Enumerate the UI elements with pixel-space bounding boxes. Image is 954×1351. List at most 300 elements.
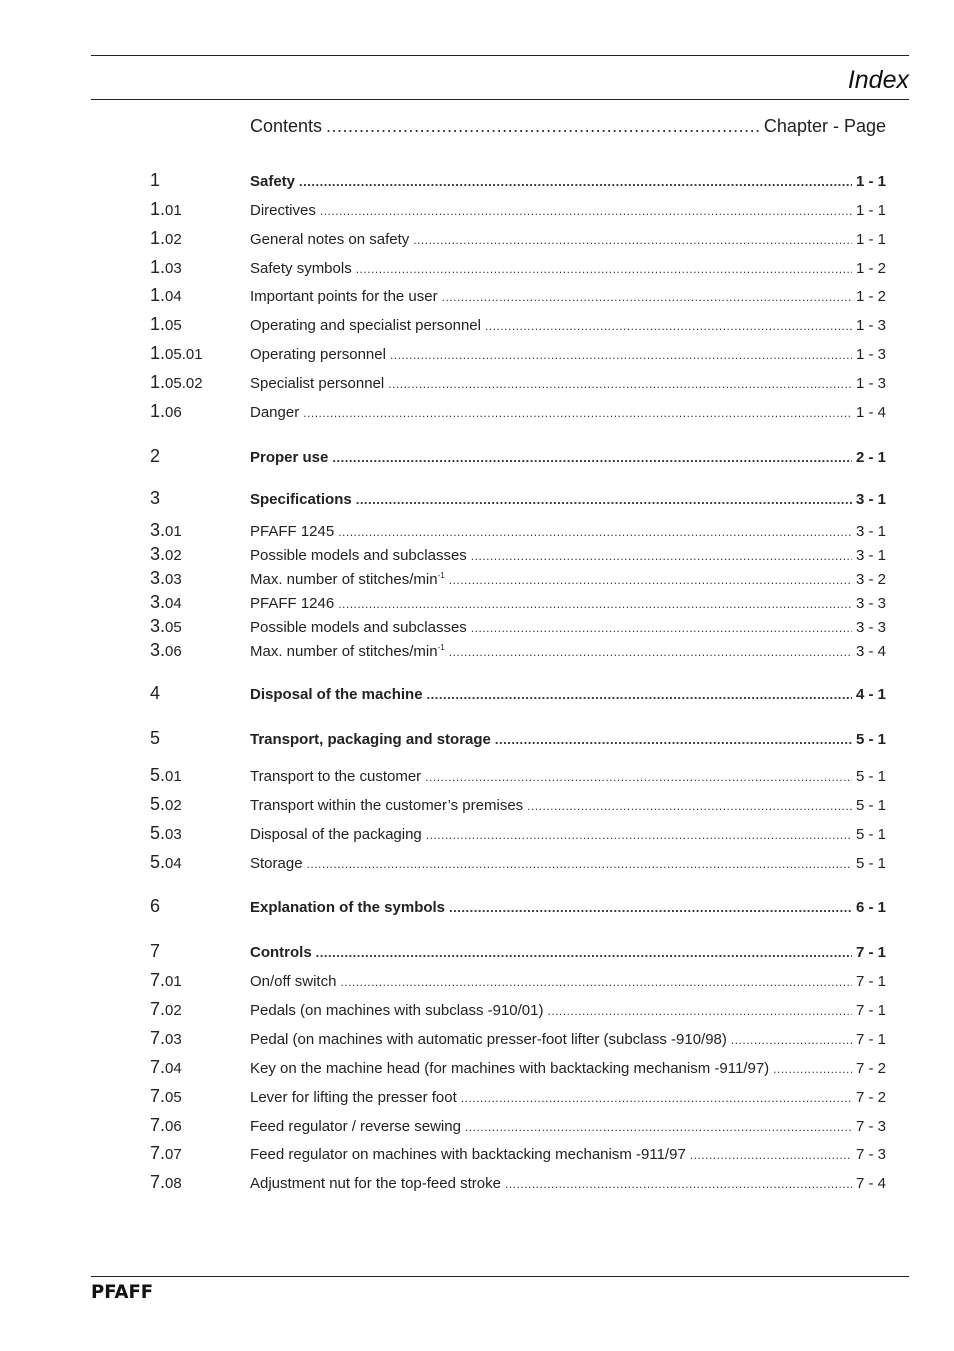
toc-entry	[250, 1118, 886, 1135]
toc-row[interactable]	[150, 257, 886, 278]
toc-title-text: Transport within the customer’s premises	[250, 797, 524, 814]
toc-title-superscript: -1	[437, 643, 445, 652]
toc-page-ref: 7 - 1	[855, 944, 886, 961]
toc-title-text: Proper use	[250, 449, 329, 466]
toc-number-main: 6	[150, 896, 161, 916]
toc-number	[150, 794, 250, 815]
toc-entry	[250, 523, 886, 540]
toc-title	[250, 523, 334, 540]
toc-page-ref: 5 - 1	[855, 826, 886, 843]
toc-number-main: 7	[150, 941, 161, 961]
toc-title-text: Operating personnel	[250, 346, 386, 363]
toc-number	[150, 1057, 250, 1078]
toc-title-text: Controls	[250, 944, 312, 961]
toc-page-ref: 1 - 3	[855, 317, 886, 334]
contents-header	[250, 116, 886, 137]
toc-title	[250, 768, 421, 785]
toc-entry	[250, 288, 886, 305]
toc-page-ref: 1 - 3	[855, 375, 886, 392]
toc-title	[250, 1089, 457, 1106]
leader-dots	[299, 173, 852, 190]
toc-number-main: 1	[150, 170, 161, 190]
toc-number-sub: 04	[165, 595, 182, 612]
toc-number-main: 7.	[150, 1172, 166, 1192]
pfaff-logo: PFAFF	[91, 1281, 154, 1303]
toc-page-ref: 6 - 1	[855, 899, 886, 916]
toc-number	[150, 285, 250, 306]
toc-title-text: PFAFF 1246	[250, 595, 335, 612]
toc-title-text: Max. number of stitches/min	[250, 571, 438, 588]
leader-dots	[413, 231, 852, 248]
toc-number-main: 5.	[150, 794, 166, 814]
toc-number	[150, 640, 250, 661]
toc-row[interactable]	[150, 1086, 886, 1107]
toc-number	[150, 199, 250, 220]
toc-number-sub: 01	[165, 202, 182, 219]
toc-page-ref: 7 - 2	[855, 1060, 886, 1077]
toc-page-ref: 3 - 1	[855, 523, 886, 540]
toc-row[interactable]	[150, 823, 886, 844]
toc-number-main: 3.	[150, 616, 166, 636]
toc-number-main: 7.	[150, 1057, 166, 1077]
toc-title	[250, 317, 481, 334]
toc-title-text: Max. number of stitches/min	[250, 643, 438, 660]
toc-number-main: 1.	[150, 314, 166, 334]
leader-dots	[690, 1146, 852, 1163]
toc-entry	[250, 1146, 886, 1163]
toc-title	[250, 547, 467, 564]
toc-number-main: 3.	[150, 568, 166, 588]
leader-dots	[390, 346, 852, 363]
toc-entry	[250, 797, 886, 814]
toc-chapter-row[interactable]	[150, 941, 886, 962]
toc-number-main: 1.	[150, 372, 166, 392]
toc-page-ref: 2 - 1	[855, 449, 886, 466]
leader-dots	[326, 116, 760, 137]
toc-title	[250, 571, 445, 588]
toc-title	[250, 1060, 769, 1077]
toc-title-text: Key on the machine head (for machines with backtacking mechanism -911/97)	[250, 1060, 770, 1077]
toc-row[interactable]	[150, 852, 886, 873]
toc-title	[250, 944, 312, 961]
toc-title	[250, 375, 384, 392]
leader-dots	[303, 404, 852, 421]
toc-row[interactable]	[150, 616, 886, 637]
toc-number	[150, 372, 250, 393]
toc-entry	[250, 260, 886, 277]
toc-page-ref: 7 - 1	[855, 1031, 886, 1048]
toc-title-text: Pedals (on machines with subclass -910/01)	[250, 1002, 544, 1019]
footer-divider	[91, 1276, 909, 1277]
toc-page-ref: 7 - 3	[855, 1118, 886, 1135]
toc-entry	[250, 899, 886, 916]
toc-number	[150, 941, 250, 962]
toc-entry	[250, 973, 886, 990]
toc-title	[250, 855, 303, 872]
toc-number-sub: 01	[165, 523, 182, 540]
toc-number-sub: 04	[165, 288, 182, 305]
toc-title-text: Disposal of the packaging	[250, 826, 422, 843]
toc-row[interactable]	[150, 1115, 886, 1136]
toc-number-main: 1.	[150, 401, 166, 421]
toc-page-ref: 7 - 1	[855, 973, 886, 990]
toc-entry	[250, 375, 886, 392]
toc-title	[250, 595, 334, 612]
toc-number-main: 7.	[150, 1115, 166, 1135]
toc-number-main: 3	[150, 488, 161, 508]
chapter-page-label: Chapter - Page	[763, 116, 886, 136]
leader-dots	[461, 1089, 852, 1106]
toc-number-main: 1.	[150, 343, 166, 363]
toc-number-main: 7.	[150, 999, 166, 1019]
toc-number-sub: 02	[165, 547, 182, 564]
leader-dots	[388, 375, 852, 392]
leader-dots	[485, 317, 852, 334]
toc-number-main: 7.	[150, 1143, 166, 1163]
toc-number-sub: 06	[165, 643, 182, 660]
toc-row[interactable]	[150, 1172, 886, 1193]
toc-entry	[250, 944, 886, 961]
leader-dots	[307, 855, 852, 872]
toc-title-text: Possible models and subclasses	[250, 547, 467, 564]
toc-number-sub: 08	[165, 1175, 182, 1192]
toc-number	[150, 314, 250, 335]
leader-dots	[427, 686, 852, 703]
toc-page-ref: 1 - 2	[855, 288, 886, 305]
toc-row[interactable]	[150, 640, 886, 661]
toc-entry	[250, 491, 886, 508]
toc-title-text: Safety symbols	[250, 260, 352, 277]
page-title: Index	[847, 66, 909, 94]
toc-title-text: Storage	[250, 855, 303, 872]
toc-number-main: 1.	[150, 228, 166, 248]
toc-title	[250, 643, 445, 660]
toc-entry	[250, 404, 886, 421]
leader-dots	[442, 288, 852, 305]
leader-dots	[338, 595, 852, 612]
leader-dots	[449, 571, 852, 588]
toc-number	[150, 823, 250, 844]
toc-number	[150, 728, 250, 749]
leader-dots	[316, 944, 852, 961]
toc-number-sub: 04	[165, 855, 182, 872]
toc-row[interactable]	[150, 199, 886, 220]
top-divider	[91, 55, 909, 56]
leader-dots	[465, 1118, 852, 1135]
toc-page-ref: 3 - 3	[855, 595, 886, 612]
toc-number-sub: 02	[165, 1002, 182, 1019]
toc-page-ref: 3 - 1	[855, 491, 886, 508]
toc-page-ref: 4 - 1	[855, 686, 886, 703]
toc-number-main: 3.	[150, 544, 166, 564]
leader-dots	[425, 768, 852, 785]
toc-row[interactable]	[150, 592, 886, 613]
toc-title-text: Operating and specialist personnel	[250, 317, 481, 334]
toc-row[interactable]	[150, 520, 886, 541]
toc-row[interactable]	[150, 1143, 886, 1164]
toc-number	[150, 446, 250, 467]
toc-number-main: 5.	[150, 765, 166, 785]
toc-page-ref: 5 - 1	[855, 855, 886, 872]
toc-number	[150, 1143, 250, 1164]
leader-dots	[505, 1175, 852, 1192]
toc-title-text: Disposal of the machine	[250, 686, 423, 703]
toc-number	[150, 488, 250, 509]
toc-title	[250, 899, 445, 916]
toc-number-main: 4	[150, 683, 161, 703]
toc-number	[150, 544, 250, 565]
toc-page-ref: 7 - 1	[855, 1002, 886, 1019]
toc-number-sub: 01	[165, 768, 182, 785]
toc-entry	[250, 571, 886, 588]
toc-row[interactable]	[150, 765, 886, 786]
title-divider	[91, 99, 909, 100]
toc-entry	[250, 1031, 886, 1048]
toc-page-ref: 3 - 3	[855, 619, 886, 636]
toc-number-main: 5	[150, 728, 161, 748]
toc-title	[250, 826, 422, 843]
leader-dots	[527, 797, 852, 814]
toc-entry	[250, 826, 886, 843]
toc-title	[250, 1031, 727, 1048]
leader-dots	[773, 1060, 852, 1077]
toc-number-main: 7.	[150, 1086, 166, 1106]
toc-number-main: 5.	[150, 823, 166, 843]
toc-title	[250, 260, 352, 277]
toc-title	[250, 731, 491, 748]
toc-title	[250, 619, 467, 636]
toc-entry	[250, 595, 886, 612]
toc-entry	[250, 317, 886, 334]
toc-number-main: 5.	[150, 852, 166, 872]
toc-number-main: 3.	[150, 592, 166, 612]
toc-number-main: 3.	[150, 640, 166, 660]
toc-number	[150, 1115, 250, 1136]
toc-entry	[250, 346, 886, 363]
toc-title	[250, 686, 423, 703]
toc-title-text: Specialist personnel	[250, 375, 385, 392]
toc-title-text: On/off switch	[250, 973, 337, 990]
toc-title	[250, 449, 328, 466]
toc-number	[150, 896, 250, 917]
toc-row[interactable]	[150, 401, 886, 422]
toc-number-sub: 07	[165, 1146, 182, 1163]
toc-title	[250, 797, 523, 814]
toc-title-text: Feed regulator / reverse sewing	[250, 1118, 461, 1135]
toc-entry	[250, 1175, 886, 1192]
toc-title-text: Safety	[250, 173, 296, 190]
toc-number	[150, 616, 250, 637]
toc-title	[250, 404, 299, 421]
contents-label: Contents	[250, 116, 323, 136]
toc-page-ref: 7 - 2	[855, 1089, 886, 1106]
toc-number	[150, 592, 250, 613]
toc-title	[250, 1002, 543, 1019]
toc-number	[150, 170, 250, 191]
toc-entry	[250, 686, 886, 703]
toc-number	[150, 257, 250, 278]
toc-page-ref: 1 - 4	[855, 404, 886, 421]
toc-title-superscript: -1	[437, 571, 445, 580]
toc-entry	[250, 231, 886, 248]
toc-title-text: Feed regulator on machines with backtacking mechanism -911/97	[250, 1146, 686, 1163]
toc-title	[250, 346, 386, 363]
toc-entry	[250, 1002, 886, 1019]
toc-title	[250, 202, 316, 219]
toc-title-text: Directives	[250, 202, 316, 219]
toc-entry	[250, 547, 886, 564]
toc-number-main: 7.	[150, 970, 166, 990]
toc-number-sub: 02	[165, 231, 182, 248]
toc-entry	[250, 768, 886, 785]
toc-chapter-row[interactable]	[150, 446, 886, 467]
toc-title-text: Pedal (on machines with automatic presser-foot lifter (subclass -910/98)	[250, 1031, 727, 1048]
leader-dots	[340, 973, 852, 990]
toc-row[interactable]	[150, 1057, 886, 1078]
toc-page-ref: 3 - 2	[855, 571, 886, 588]
toc-row[interactable]	[150, 794, 886, 815]
toc-number-sub: 01	[165, 973, 182, 990]
toc-number-main: 2	[150, 446, 161, 466]
toc-title	[250, 173, 295, 190]
toc-page-ref: 1 - 2	[855, 260, 886, 277]
toc-title-text: Adjustment nut for the top-feed stroke	[250, 1175, 501, 1192]
toc-number-main: 1.	[150, 199, 166, 219]
toc-row[interactable]	[150, 970, 886, 991]
toc-title-text: Transport, packaging and storage	[250, 731, 491, 748]
leader-dots	[547, 1002, 852, 1019]
toc-number	[150, 568, 250, 589]
toc-number	[150, 520, 250, 541]
toc-number	[150, 1028, 250, 1049]
toc-number	[150, 852, 250, 873]
toc-title-text: Explanation of the symbols	[250, 899, 446, 916]
toc-number-sub: 05.02	[165, 375, 203, 392]
toc-number-sub: 03	[165, 826, 182, 843]
leader-dots	[356, 260, 852, 277]
leader-dots	[338, 523, 852, 540]
toc-number	[150, 683, 250, 704]
toc-number-sub: 05.01	[165, 346, 203, 363]
toc-page-ref: 7 - 3	[855, 1146, 886, 1163]
toc-number-sub: 05	[165, 619, 182, 636]
toc-number-main: 3.	[150, 520, 166, 540]
leader-dots	[495, 731, 852, 748]
toc-title	[250, 1146, 686, 1163]
toc-number	[150, 228, 250, 249]
toc-row[interactable]	[150, 343, 886, 364]
leader-dots	[449, 899, 852, 916]
toc-entry	[250, 449, 886, 466]
toc-page-ref: 1 - 1	[855, 231, 886, 248]
toc-number-sub: 02	[165, 797, 182, 814]
toc-entry	[250, 1089, 886, 1106]
toc-title	[250, 1118, 461, 1135]
toc-page-ref: 7 - 4	[855, 1175, 886, 1192]
toc-number-main: 7.	[150, 1028, 166, 1048]
leader-dots	[471, 619, 852, 636]
toc-title-text: Important points for the user	[250, 288, 438, 305]
leader-dots	[731, 1031, 852, 1048]
toc-entry	[250, 619, 886, 636]
toc-title-text: Specifications	[250, 491, 352, 508]
toc-number-sub: 03	[165, 571, 182, 588]
toc-number	[150, 999, 250, 1020]
toc-page-ref: 5 - 1	[855, 797, 886, 814]
toc-number-main: 1.	[150, 285, 166, 305]
toc-number-sub: 05	[165, 1089, 182, 1106]
leader-dots	[471, 547, 852, 564]
toc-row[interactable]	[150, 228, 886, 249]
toc-title-text: Transport to the customer	[250, 768, 422, 785]
toc-number	[150, 1172, 250, 1193]
toc-entry	[250, 202, 886, 219]
leader-dots	[320, 202, 852, 219]
toc-page-ref: 3 - 4	[855, 643, 886, 660]
toc-number-main: 1.	[150, 257, 166, 277]
toc-number	[150, 1086, 250, 1107]
toc-title	[250, 1175, 501, 1192]
toc-row[interactable]	[150, 999, 886, 1020]
toc-number-sub: 03	[165, 1031, 182, 1048]
toc-row[interactable]	[150, 1028, 886, 1049]
toc-page-ref: 5 - 1	[855, 731, 886, 748]
toc-row[interactable]	[150, 285, 886, 306]
toc-row[interactable]	[150, 314, 886, 335]
toc-entry	[250, 173, 886, 190]
toc-title	[250, 973, 336, 990]
toc-number-sub: 06	[165, 1118, 182, 1135]
toc-page-ref: 1 - 3	[855, 346, 886, 363]
toc-row[interactable]	[150, 568, 886, 589]
toc-title-text: PFAFF 1245	[250, 523, 335, 540]
toc-number	[150, 343, 250, 364]
leader-dots	[332, 449, 852, 466]
toc-entry	[250, 1060, 886, 1077]
toc-entry	[250, 855, 886, 872]
toc-title-text: Danger	[250, 404, 300, 421]
toc-entry	[250, 643, 886, 660]
leader-dots	[449, 643, 852, 660]
toc-title	[250, 491, 352, 508]
toc-page-ref: 5 - 1	[855, 768, 886, 785]
toc-chapter-row[interactable]	[150, 896, 886, 917]
toc-title	[250, 288, 438, 305]
toc-title	[250, 231, 409, 248]
toc-page-ref: 1 - 1	[855, 173, 886, 190]
toc-number-sub: 05	[165, 317, 182, 334]
toc-number	[150, 765, 250, 786]
toc-number-sub: 03	[165, 260, 182, 277]
leader-dots	[426, 826, 852, 843]
toc-page-ref: 3 - 1	[855, 547, 886, 564]
toc-title-text: Lever for lifting the presser foot	[250, 1089, 457, 1106]
toc-chapter-row[interactable]	[150, 728, 886, 749]
toc-page-ref: 1 - 1	[855, 202, 886, 219]
toc-number	[150, 970, 250, 991]
toc-row[interactable]	[150, 372, 886, 393]
toc-number-sub: 04	[165, 1060, 182, 1077]
toc-title-text: General notes on safety	[250, 231, 410, 248]
toc-title-text: Possible models and subclasses	[250, 619, 467, 636]
toc-chapter-row[interactable]	[150, 488, 886, 509]
toc-chapter-row[interactable]	[150, 683, 886, 704]
toc-number-sub: 06	[165, 404, 182, 421]
toc-row[interactable]	[150, 544, 886, 565]
toc-chapter-row[interactable]	[150, 170, 886, 191]
toc-entry	[250, 731, 886, 748]
leader-dots	[356, 491, 852, 508]
